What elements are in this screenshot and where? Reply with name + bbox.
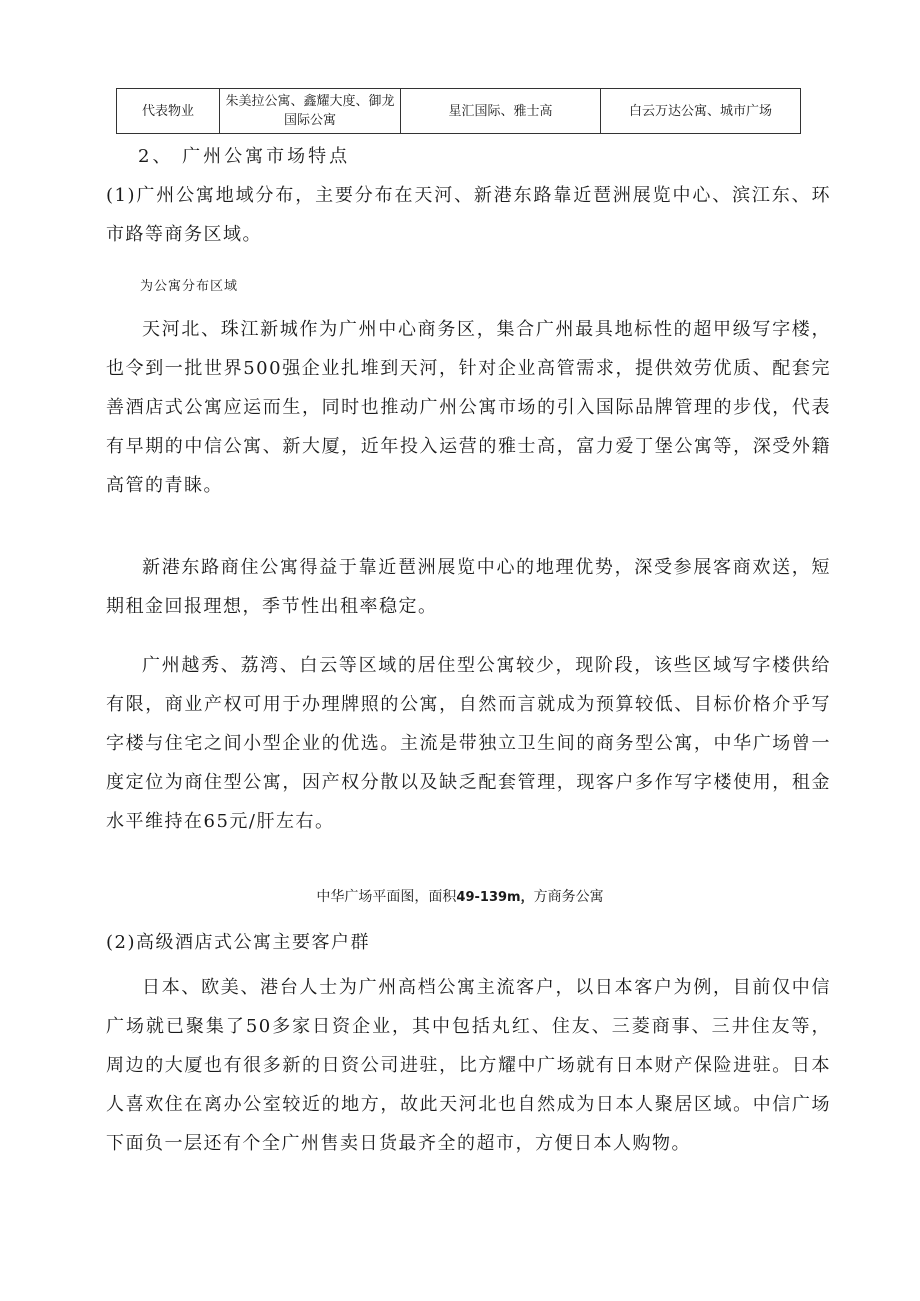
table-cell-col1: 朱美拉公寓、鑫耀大度、御龙国际公寓	[220, 89, 401, 134]
image-note: 为公寓分布区域	[140, 279, 239, 294]
paragraph-clients: 日本、欧美、港台人士为广州高档公寓主流客户，以日本客户为例，目前仅中信广场就已聚集了50多家日资企业，其中包括丸红、住友、三菱商事、三井住友等，周边的大厦也有很多新的日资公司进驻，比方耀中广场就有日本财产保险进驻。日本人喜欢住在离办公室较近的地方，故此天河北也自然成为日本人聚居区域。中信广场下面负一层还有个全广州售卖日货最齐全的超市，方便日本人购物。	[106, 977, 831, 1154]
paragraph-xingang: 新港东路商住公寓得益于靠近琶洲展览中心的地理优势，深受参展客商欢送，短期租金回报理想，季节性出租率稳定。	[106, 557, 831, 617]
section-heading: 2、 广州公寓市场特点	[138, 146, 351, 167]
table-label-cell: 代表物业	[117, 89, 220, 134]
figure-caption	[0, 886, 920, 906]
table-row	[117, 89, 801, 134]
table-cell-col3: 白云万达公寓、城市广场	[601, 89, 801, 134]
table-cell-col2: 星汇国际、雅士高	[401, 89, 601, 134]
subheading-clients: (2)高级酒店式公寓主要客户群	[106, 932, 370, 953]
paragraph-distribution: (1)广州公寓地域分布，主要分布在天河、新港东路靠近琶洲展览中心、滨江东、环市路等商务区域。	[106, 185, 831, 245]
paragraph-yuexiu: 广州越秀、荔湾、白云等区域的居住型公寓较少，现阶段，该些区域写字楼供给有限，商业产权可用于办理牌照的公寓，自然而言就成为预算较低、目标价格介乎写字楼与住宅之间小型企业的优选。主流是带独立卫生间的商务型公寓，中华广场曾一度定位为商住型公寓，因产权分散以及缺乏配套管理，现客户多作写字楼使用，租金水平维持在65元/肝左右。	[106, 655, 831, 832]
caption-range: 49-139m，	[456, 890, 534, 905]
representative-properties-table	[116, 88, 801, 134]
caption-prefix: 中华广场平面图，面积	[316, 889, 457, 905]
caption-suffix: 方商务公寓	[533, 889, 604, 905]
paragraph-tianhe: 天河北、珠江新城作为广州中心商务区，集合广州最具地标性的超甲级写字楼，也令到一批世界500强企业扎堆到天河，针对企业高管需求，提供效劳优质、配套完善酒店式公寓应运而生，同时也推动广州公寓市场的引入国际品牌管理的步伐，代表有早期的中信公寓、新大厦，近年投入运营的雅士高，富力爱丁堡公寓等，深受外籍高管的青睐。	[106, 319, 831, 496]
